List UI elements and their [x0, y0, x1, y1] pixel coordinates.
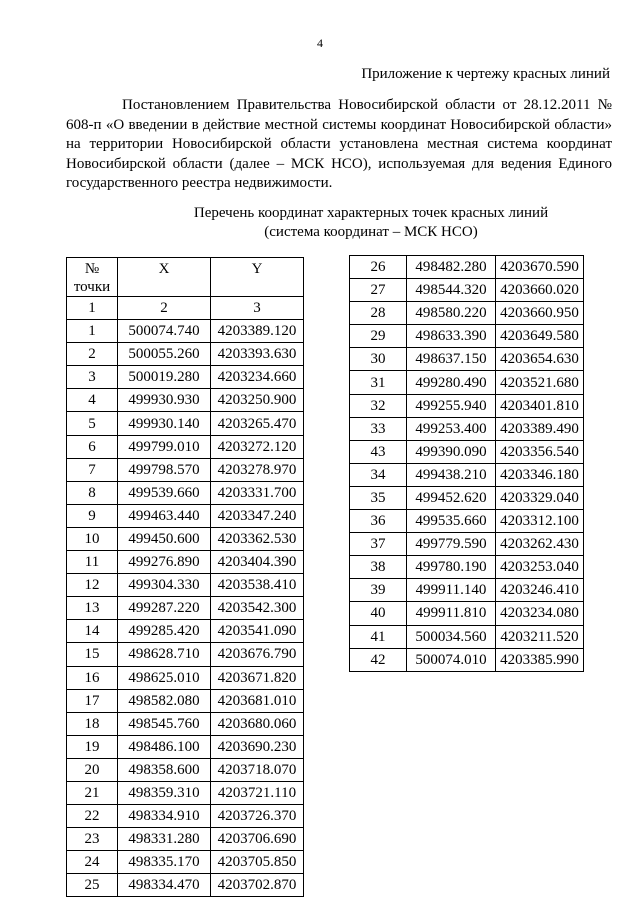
header-y: Y — [211, 258, 304, 297]
point-number-cell: 5 — [67, 412, 118, 435]
table-row — [67, 805, 304, 828]
y-coordinate-cell: 4203676.790 — [211, 643, 304, 666]
point-number-cell: 10 — [67, 527, 118, 550]
table-row — [67, 689, 304, 712]
point-number-cell: 38 — [350, 556, 407, 579]
point-number-cell: 36 — [350, 510, 407, 533]
table-row — [350, 625, 584, 648]
x-coordinate-cell: 498482.280 — [407, 256, 496, 279]
coordinates-table-right — [349, 255, 584, 672]
coordinates-table-left-body — [67, 320, 304, 897]
x-coordinate-cell: 498335.170 — [118, 851, 211, 874]
y-coordinate-cell: 4203389.490 — [496, 417, 584, 440]
point-number-cell: 3 — [67, 366, 118, 389]
x-coordinate-cell: 498358.600 — [118, 758, 211, 781]
table-title-line1: Перечень координат характерных точек красных линий — [193, 205, 549, 221]
point-number-cell: 9 — [67, 504, 118, 527]
point-number-cell: 12 — [67, 574, 118, 597]
table-row — [350, 440, 584, 463]
x-coordinate-cell: 500019.280 — [118, 366, 211, 389]
x-coordinate-cell: 499780.190 — [407, 556, 496, 579]
table-row — [67, 666, 304, 689]
x-coordinate-cell: 499255.940 — [407, 394, 496, 417]
y-coordinate-cell: 4203706.690 — [211, 828, 304, 851]
table-row — [350, 279, 584, 302]
y-coordinate-cell: 4203404.390 — [211, 551, 304, 574]
point-number-cell: 26 — [350, 256, 407, 279]
x-coordinate-cell: 499276.890 — [118, 551, 211, 574]
table-row — [350, 510, 584, 533]
header-point-no — [67, 258, 118, 297]
point-number-cell: 13 — [67, 597, 118, 620]
x-coordinate-cell: 499539.660 — [118, 481, 211, 504]
x-coordinate-cell: 499779.590 — [407, 533, 496, 556]
y-coordinate-cell: 4203393.630 — [211, 343, 304, 366]
point-number-cell: 15 — [67, 643, 118, 666]
x-coordinate-cell: 498628.710 — [118, 643, 211, 666]
table-header-row — [67, 258, 304, 297]
table-row — [67, 435, 304, 458]
y-coordinate-cell: 4203346.180 — [496, 463, 584, 486]
x-coordinate-cell: 498334.470 — [118, 874, 211, 897]
table-row — [67, 597, 304, 620]
column-number-2: 2 — [118, 297, 211, 320]
x-coordinate-cell: 498637.150 — [407, 348, 496, 371]
x-coordinate-cell: 498544.320 — [407, 279, 496, 302]
header-point-no-line2: точки — [73, 279, 111, 295]
x-coordinate-cell: 499280.490 — [407, 371, 496, 394]
y-coordinate-cell: 4203681.010 — [211, 689, 304, 712]
point-number-cell: 25 — [67, 874, 118, 897]
point-number-cell: 37 — [350, 533, 407, 556]
table-row — [67, 735, 304, 758]
table-row — [350, 556, 584, 579]
table-row — [67, 874, 304, 897]
x-coordinate-cell: 499287.220 — [118, 597, 211, 620]
table-row — [67, 828, 304, 851]
point-number-cell: 31 — [350, 371, 407, 394]
point-number-cell: 18 — [67, 712, 118, 735]
y-coordinate-cell: 4203542.300 — [211, 597, 304, 620]
x-coordinate-cell: 500074.740 — [118, 320, 211, 343]
table-row — [67, 389, 304, 412]
table-row — [350, 348, 584, 371]
y-coordinate-cell: 4203690.230 — [211, 735, 304, 758]
coordinates-table-left — [66, 257, 304, 897]
y-coordinate-cell: 4203680.060 — [211, 712, 304, 735]
y-coordinate-cell: 4203718.070 — [211, 758, 304, 781]
y-coordinate-cell: 4203262.430 — [496, 533, 584, 556]
point-number-cell: 42 — [350, 648, 407, 671]
intro-paragraph: Постановлением Правительства Новосибирской области от 28.12.2011 № 608-п «О введении в действие местной системы координат Новосибирской области» на территории Новосибирской области установлена местная система координат Новосибирской области (далее – МСК НСО), используемая для ведения Единого государственного реестра недвижимости. — [66, 97, 612, 191]
y-coordinate-cell: 4203649.580 — [496, 325, 584, 348]
point-number-cell: 43 — [350, 440, 407, 463]
x-coordinate-cell: 498486.100 — [118, 735, 211, 758]
x-coordinate-cell: 499438.210 — [407, 463, 496, 486]
table-row — [350, 602, 584, 625]
column-number-1: 1 — [67, 297, 118, 320]
x-coordinate-cell: 499799.010 — [118, 435, 211, 458]
table-row — [350, 417, 584, 440]
point-number-cell: 41 — [350, 625, 407, 648]
point-number-cell: 16 — [67, 666, 118, 689]
x-coordinate-cell: 499930.140 — [118, 412, 211, 435]
table-row — [350, 648, 584, 671]
table-row — [67, 504, 304, 527]
x-coordinate-cell: 499930.930 — [118, 389, 211, 412]
point-number-cell: 21 — [67, 781, 118, 804]
y-coordinate-cell: 4203670.590 — [496, 256, 584, 279]
point-number-cell: 11 — [67, 551, 118, 574]
x-coordinate-cell: 499253.400 — [407, 417, 496, 440]
x-coordinate-cell: 499285.420 — [118, 620, 211, 643]
point-number-cell: 20 — [67, 758, 118, 781]
table-row — [67, 620, 304, 643]
point-number-cell: 28 — [350, 302, 407, 325]
table-row — [67, 366, 304, 389]
x-coordinate-cell: 498580.220 — [407, 302, 496, 325]
x-coordinate-cell: 499390.090 — [407, 440, 496, 463]
table-row — [67, 551, 304, 574]
y-coordinate-cell: 4203265.470 — [211, 412, 304, 435]
table-row — [67, 458, 304, 481]
y-coordinate-cell: 4203702.870 — [211, 874, 304, 897]
x-coordinate-cell: 500034.560 — [407, 625, 496, 648]
x-coordinate-cell: 498545.760 — [118, 712, 211, 735]
y-coordinate-cell: 4203246.410 — [496, 579, 584, 602]
point-number-cell: 1 — [67, 320, 118, 343]
x-coordinate-cell: 499798.570 — [118, 458, 211, 481]
y-coordinate-cell: 4203329.040 — [496, 486, 584, 509]
point-number-cell: 30 — [350, 348, 407, 371]
y-coordinate-cell: 4203671.820 — [211, 666, 304, 689]
table-row — [67, 712, 304, 735]
x-coordinate-cell: 499535.660 — [407, 510, 496, 533]
point-number-cell: 4 — [67, 389, 118, 412]
point-number-cell: 29 — [350, 325, 407, 348]
y-coordinate-cell: 4203538.410 — [211, 574, 304, 597]
table-row — [350, 486, 584, 509]
point-number-cell: 40 — [350, 602, 407, 625]
x-coordinate-cell: 499463.440 — [118, 504, 211, 527]
y-coordinate-cell: 4203385.990 — [496, 648, 584, 671]
y-coordinate-cell: 4203234.660 — [211, 366, 304, 389]
table-row — [350, 256, 584, 279]
x-coordinate-cell: 498359.310 — [118, 781, 211, 804]
y-coordinate-cell: 4203250.900 — [211, 389, 304, 412]
point-number-cell: 7 — [67, 458, 118, 481]
point-number-cell: 32 — [350, 394, 407, 417]
x-coordinate-cell: 499911.810 — [407, 602, 496, 625]
x-coordinate-cell: 499450.600 — [118, 527, 211, 550]
y-coordinate-cell: 4203721.110 — [211, 781, 304, 804]
appendix-title: Приложение к чертежу красных линий — [361, 66, 610, 82]
point-number-cell: 14 — [67, 620, 118, 643]
y-coordinate-cell: 4203253.040 — [496, 556, 584, 579]
page-number: 4 — [317, 36, 323, 50]
table-row — [67, 574, 304, 597]
table-row — [67, 481, 304, 504]
table-row — [67, 527, 304, 550]
table-row — [67, 343, 304, 366]
point-number-cell: 23 — [67, 828, 118, 851]
point-number-cell: 2 — [67, 343, 118, 366]
point-number-cell: 22 — [67, 805, 118, 828]
y-coordinate-cell: 4203705.850 — [211, 851, 304, 874]
table-title — [66, 204, 640, 242]
table-title-line2: (система координат – МСК НСО) — [264, 224, 478, 240]
y-coordinate-cell: 4203331.700 — [211, 481, 304, 504]
x-coordinate-cell: 498625.010 — [118, 666, 211, 689]
y-coordinate-cell: 4203660.020 — [496, 279, 584, 302]
header-point-no-line1: № — [84, 261, 100, 277]
table-row — [350, 533, 584, 556]
coordinates-table-right-body — [350, 256, 584, 672]
point-number-cell: 33 — [350, 417, 407, 440]
x-coordinate-cell: 498334.910 — [118, 805, 211, 828]
table-column-numbers-row — [67, 297, 304, 320]
table-row — [350, 463, 584, 486]
y-coordinate-cell: 4203356.540 — [496, 440, 584, 463]
y-coordinate-cell: 4203654.630 — [496, 348, 584, 371]
y-coordinate-cell: 4203726.370 — [211, 805, 304, 828]
x-coordinate-cell: 500074.010 — [407, 648, 496, 671]
x-coordinate-cell: 499304.330 — [118, 574, 211, 597]
y-coordinate-cell: 4203401.810 — [496, 394, 584, 417]
point-number-cell: 35 — [350, 486, 407, 509]
y-coordinate-cell: 4203362.530 — [211, 527, 304, 550]
table-row — [350, 394, 584, 417]
x-coordinate-cell: 499911.140 — [407, 579, 496, 602]
point-number-cell: 6 — [67, 435, 118, 458]
table-row — [67, 758, 304, 781]
header-x: X — [118, 258, 211, 297]
y-coordinate-cell: 4203272.120 — [211, 435, 304, 458]
table-row — [350, 579, 584, 602]
point-number-cell: 17 — [67, 689, 118, 712]
x-coordinate-cell: 499452.620 — [407, 486, 496, 509]
y-coordinate-cell: 4203312.100 — [496, 510, 584, 533]
point-number-cell: 27 — [350, 279, 407, 302]
x-coordinate-cell: 498331.280 — [118, 828, 211, 851]
x-coordinate-cell: 498633.390 — [407, 325, 496, 348]
table-row — [350, 325, 584, 348]
y-coordinate-cell: 4203660.950 — [496, 302, 584, 325]
x-coordinate-cell: 500055.260 — [118, 343, 211, 366]
table-row — [67, 781, 304, 804]
y-coordinate-cell: 4203211.520 — [496, 625, 584, 648]
table-row — [67, 851, 304, 874]
y-coordinate-cell: 4203234.080 — [496, 602, 584, 625]
table-row — [67, 320, 304, 343]
point-number-cell: 39 — [350, 579, 407, 602]
x-coordinate-cell: 498582.080 — [118, 689, 211, 712]
table-row — [67, 412, 304, 435]
table-row — [350, 371, 584, 394]
point-number-cell: 19 — [67, 735, 118, 758]
column-number-3: 3 — [211, 297, 304, 320]
table-row — [350, 302, 584, 325]
y-coordinate-cell: 4203521.680 — [496, 371, 584, 394]
y-coordinate-cell: 4203278.970 — [211, 458, 304, 481]
table-row — [67, 643, 304, 666]
point-number-cell: 24 — [67, 851, 118, 874]
y-coordinate-cell: 4203389.120 — [211, 320, 304, 343]
y-coordinate-cell: 4203541.090 — [211, 620, 304, 643]
point-number-cell: 8 — [67, 481, 118, 504]
y-coordinate-cell: 4203347.240 — [211, 504, 304, 527]
point-number-cell: 34 — [350, 463, 407, 486]
